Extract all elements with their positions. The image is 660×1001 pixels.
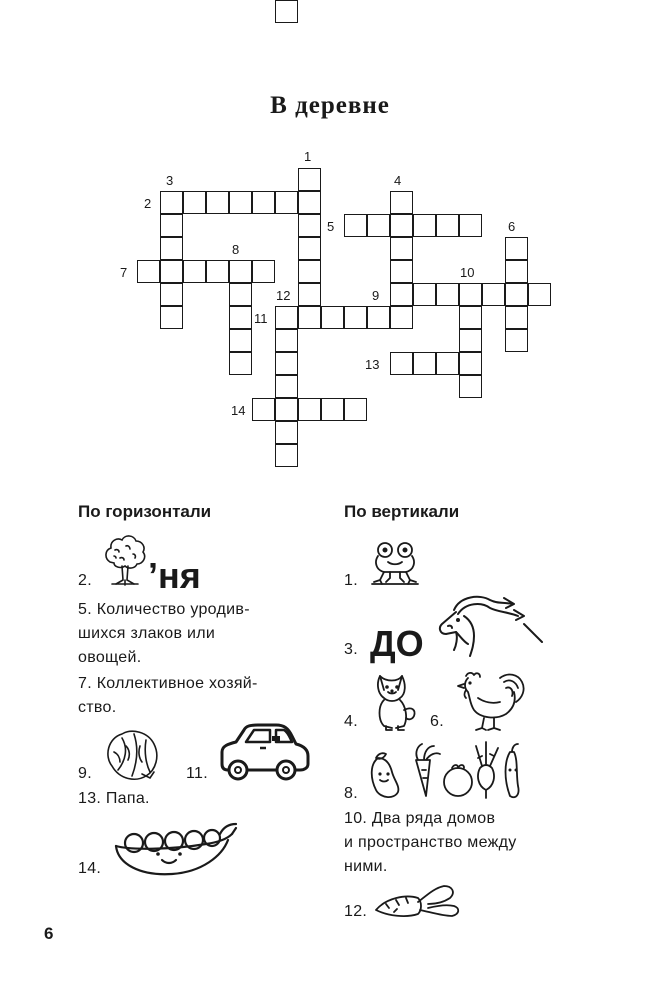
grid-number-14: 14 <box>231 403 246 418</box>
page-number: 6 <box>44 924 54 943</box>
crossword-cell[interactable] <box>275 191 298 214</box>
crossword-cell[interactable] <box>160 306 183 329</box>
cabbage-icon <box>102 726 164 784</box>
crossword-cell[interactable] <box>298 191 321 214</box>
goat-icon <box>434 590 546 658</box>
crossword-cell[interactable] <box>275 444 298 467</box>
crossword-cell[interactable] <box>275 398 298 421</box>
crossword-cell[interactable] <box>298 398 321 421</box>
clue-12-number: 12. <box>344 903 368 920</box>
crossword-cell[interactable] <box>160 283 183 306</box>
crossword-cell[interactable] <box>505 237 528 260</box>
crossword-cell[interactable] <box>321 398 344 421</box>
crossword-cell[interactable] <box>459 352 482 375</box>
grid-number-9: 9 <box>372 288 380 303</box>
crossword-cell[interactable] <box>275 306 298 329</box>
crossword-cell[interactable] <box>390 237 413 260</box>
crossword-cell[interactable] <box>252 191 275 214</box>
crossword-cell[interactable] <box>390 214 413 237</box>
crossword-cell[interactable] <box>229 352 252 375</box>
clue-8-number: 8. <box>344 785 358 802</box>
clue-1-number: 1. <box>344 572 358 589</box>
crossword-cell[interactable] <box>482 283 505 306</box>
crossword-cell[interactable] <box>183 191 206 214</box>
crossword-cell[interactable] <box>160 237 183 260</box>
crossword-cell[interactable] <box>390 283 413 306</box>
crossword-cell[interactable] <box>229 306 252 329</box>
tree-icon <box>102 532 148 588</box>
puppy-icon <box>370 670 420 734</box>
crossword-cell[interactable] <box>183 260 206 283</box>
crossword-cell[interactable] <box>275 421 298 444</box>
grid-number-3: 3 <box>166 173 174 188</box>
crossword-cell[interactable] <box>390 191 413 214</box>
crossword-cell[interactable] <box>298 237 321 260</box>
page-title: В деревне <box>270 92 390 119</box>
crossword-cell[interactable] <box>275 329 298 352</box>
crossword-cell[interactable] <box>275 352 298 375</box>
frog-icon <box>370 540 420 586</box>
clue-2-suffix: ’ня <box>148 555 201 596</box>
crossword-cell[interactable] <box>505 329 528 352</box>
crossword-cell[interactable] <box>505 306 528 329</box>
crossword-cell[interactable] <box>413 214 436 237</box>
crossword-cell[interactable] <box>459 375 482 398</box>
crossword-cell[interactable] <box>505 283 528 306</box>
across-heading: По горизонтали <box>78 502 212 521</box>
rooster-icon <box>456 668 528 732</box>
crossword-cell[interactable] <box>528 283 551 306</box>
down-heading: По вертикали <box>344 502 460 521</box>
crossword-cell[interactable] <box>298 168 321 191</box>
crossword-cell[interactable] <box>160 214 183 237</box>
crossword-cell[interactable] <box>160 191 183 214</box>
crossword-cell[interactable] <box>229 329 252 352</box>
crossword-cell[interactable] <box>390 306 413 329</box>
grid-number-11: 11 <box>254 311 268 326</box>
grid-number-8: 8 <box>232 242 240 257</box>
grid-number-2: 2 <box>144 196 152 211</box>
clue-11-number: 11. <box>186 765 208 782</box>
crossword-cell[interactable] <box>459 283 482 306</box>
grid-number-10: 10 <box>460 265 475 280</box>
crossword-cell[interactable] <box>367 306 390 329</box>
crossword-cell[interactable] <box>436 214 459 237</box>
clue-6-number: 6. <box>430 713 444 730</box>
crossword-cell[interactable] <box>298 214 321 237</box>
carrot-icon <box>372 880 462 926</box>
clue-7: 7. Коллективное хозяй- ство. <box>78 675 258 716</box>
crossword-cell[interactable] <box>275 0 298 23</box>
crossword-cell[interactable] <box>160 260 183 283</box>
clue-4-number: 4. <box>344 713 358 730</box>
grid-number-4: 4 <box>394 173 402 188</box>
crossword-cell[interactable] <box>390 352 413 375</box>
peapod-icon <box>110 820 242 882</box>
grid-number-12: 12 <box>276 288 291 303</box>
clue-10: 10. Два ряда домов и пространство между ними. <box>344 810 517 875</box>
crossword-cell[interactable] <box>436 352 459 375</box>
crossword-cell[interactable] <box>459 214 482 237</box>
clue-3-prefix: ДО <box>370 623 424 664</box>
crossword-cell[interactable] <box>229 191 252 214</box>
grid-number-5: 5 <box>327 219 335 234</box>
grid-number-7: 7 <box>120 265 128 280</box>
clue-14-number: 14. <box>78 860 102 877</box>
crossword-cell[interactable] <box>413 352 436 375</box>
crossword-cell[interactable] <box>344 398 367 421</box>
clue-3-number: 3. <box>344 641 358 658</box>
crossword-cell[interactable] <box>459 306 482 329</box>
crossword-cell[interactable] <box>206 191 229 214</box>
crossword-cell[interactable] <box>229 260 252 283</box>
clue-9-number: 9. <box>78 765 92 782</box>
crossword-cell[interactable] <box>436 283 459 306</box>
crossword-cell[interactable] <box>367 214 390 237</box>
crossword-cell[interactable] <box>252 260 275 283</box>
clue-5: 5. Количество уродив- шихся злаков или овощей. <box>78 601 250 666</box>
crossword-cell[interactable] <box>252 398 275 421</box>
crossword-cell[interactable] <box>275 375 298 398</box>
crossword-cell[interactable] <box>344 214 367 237</box>
crossword-cell[interactable] <box>137 260 160 283</box>
vegetables-icon <box>368 738 528 802</box>
crossword-cell[interactable] <box>298 306 321 329</box>
crossword-cell[interactable] <box>298 283 321 306</box>
crossword-cell[interactable] <box>298 260 321 283</box>
crossword-cell[interactable] <box>413 283 436 306</box>
grid-number-6: 6 <box>508 219 516 234</box>
crossword-cell[interactable] <box>229 283 252 306</box>
clue-13: 13. Папа. <box>78 790 150 807</box>
crossword-grid <box>0 0 660 480</box>
grid-number-1: 1 <box>304 149 312 164</box>
car-icon <box>214 722 312 784</box>
grid-number-13: 13 <box>365 357 380 372</box>
crossword-cell[interactable] <box>505 260 528 283</box>
crossword-cell[interactable] <box>459 329 482 352</box>
clue-2-number: 2. <box>78 572 92 589</box>
crossword-cell[interactable] <box>321 306 344 329</box>
crossword-cell[interactable] <box>344 306 367 329</box>
crossword-cell[interactable] <box>206 260 229 283</box>
crossword-cell[interactable] <box>390 260 413 283</box>
